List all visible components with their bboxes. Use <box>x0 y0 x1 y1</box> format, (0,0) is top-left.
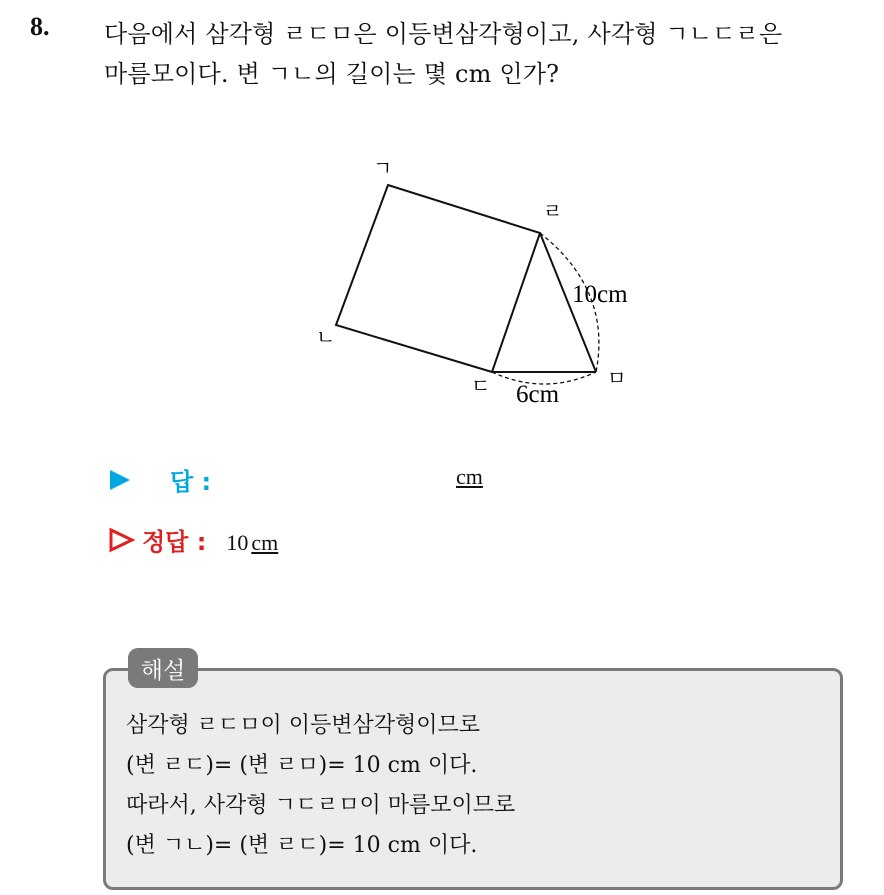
answer-unit: cm <box>456 464 483 489</box>
correct-answer-row <box>108 522 278 557</box>
correct-unit: cm <box>251 530 279 555</box>
side-label-10cm: 10cm <box>572 281 628 308</box>
question-text-line-2: 마름모이다. 변 ㄱㄴ의 길이는 몇 cm 인가? <box>104 60 560 88</box>
question-text-line-1: 다음에서 삼각형 ㄹㄷㅁ은 이등변삼각형이고, 사각형 ㄱㄴㄷㄹ은 <box>104 20 783 48</box>
vertex-label-c: ㄷ <box>471 374 491 398</box>
vertex-label-d: ㄹ <box>543 199 563 223</box>
answer-marker-icon <box>108 468 132 492</box>
solution-tab: 해설 <box>128 648 198 688</box>
solution-line-1: 삼각형 ㄹㄷㅁ이 이등변삼각형이므로 <box>126 713 481 738</box>
vertex-label-a: ㄱ <box>373 156 393 180</box>
solution-line-2: (변 ㄹㄷ)= (변 ㄹㅁ)= 10 cm 이다. <box>126 753 478 778</box>
correct-marker-icon <box>108 527 136 553</box>
solution-line-3: 따라서, 사각형 ㄱㄷㄹㅁ이 마름모이므로 <box>126 793 516 818</box>
correct-label: 정답 : <box>142 528 207 556</box>
correct-value: 10 <box>226 530 249 555</box>
solution-line-4: (변 ㄱㄴ)= (변 ㄹㄷ)= 10 cm 이다. <box>126 833 478 858</box>
side-label-6cm: 6cm <box>516 381 560 408</box>
question-number: 8. <box>30 12 50 41</box>
vertex-label-e: ㅁ <box>607 366 627 390</box>
answer-label: 답 : <box>170 468 212 496</box>
answer-row <box>108 462 508 497</box>
vertex-label-b: ㄴ <box>316 325 336 349</box>
rhombus-shape <box>336 185 540 372</box>
